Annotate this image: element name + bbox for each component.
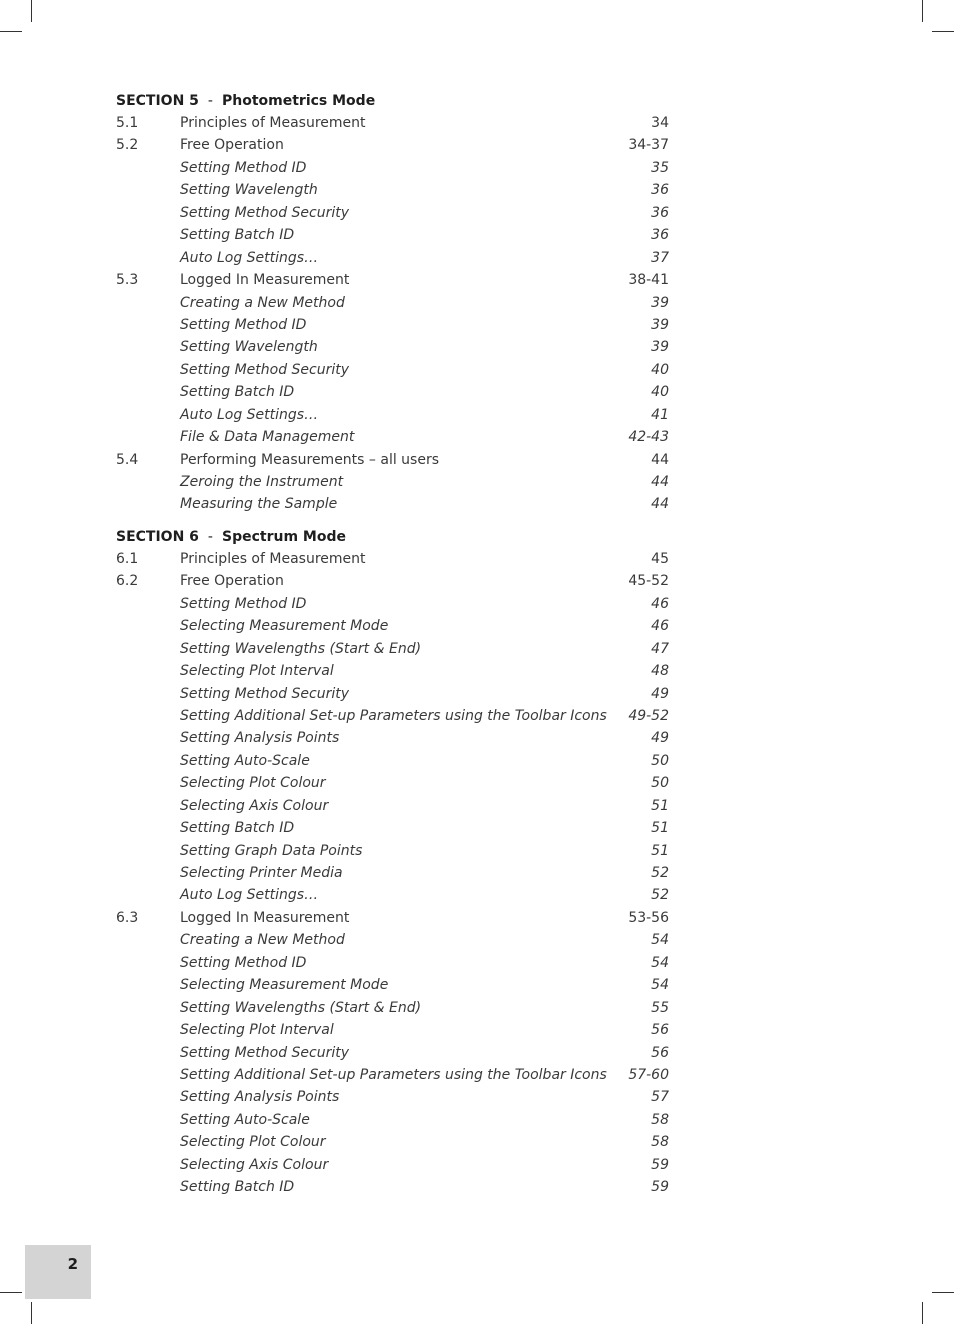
- entry-number: 6.2: [116, 573, 139, 590]
- toc-entry: [116, 112, 669, 134]
- entry-page: 40: [651, 361, 669, 378]
- entry-page: 39: [651, 294, 669, 311]
- entry-page: 44: [651, 451, 669, 468]
- entry-page: 49: [651, 685, 669, 702]
- entry-title: Selecting Plot Colour: [180, 1134, 326, 1151]
- entry-title: Setting Method ID: [180, 595, 307, 612]
- entry-title: Setting Method ID: [180, 954, 307, 971]
- entry-title: Setting Analysis Points: [180, 730, 340, 747]
- toc-entry: [116, 907, 669, 929]
- entry-title: Performing Measurements – all users: [180, 451, 439, 468]
- entry-page: 36: [651, 227, 669, 244]
- crop-mark-top-right-horizontal: [932, 31, 954, 32]
- entry-page: 57: [651, 1089, 669, 1106]
- toc-subentry: [116, 884, 669, 906]
- toc-subentry: [116, 292, 669, 314]
- entry-page: 59: [651, 1179, 669, 1196]
- section-separator: -: [207, 528, 213, 545]
- entry-page: 51: [651, 797, 669, 814]
- entry-title: Free Operation: [180, 573, 284, 590]
- entry-page: 59: [651, 1156, 669, 1173]
- entry-page: 35: [651, 159, 669, 176]
- section-label: SECTION 6: [116, 528, 199, 545]
- entry-title: Selecting Plot Colour: [180, 775, 326, 792]
- entry-page: 58: [651, 1134, 669, 1151]
- toc-subentry: [116, 1154, 669, 1176]
- toc-subentry: [116, 1042, 669, 1064]
- toc-subentry: [116, 772, 669, 794]
- entry-number: 5.1: [116, 115, 139, 131]
- entry-title: Selecting Axis Colour: [180, 1156, 329, 1173]
- toc-subentry: [116, 471, 669, 493]
- toc-subentry: [116, 247, 669, 269]
- toc-subentry: [116, 493, 669, 515]
- entry-page: 57-60: [628, 1066, 669, 1083]
- entry-title: Creating a New Method: [180, 932, 345, 949]
- toc-subentry: [116, 1176, 669, 1198]
- entry-title: Selecting Axis Colour: [180, 797, 329, 814]
- entry-number: 6.3: [116, 909, 139, 926]
- toc-entry: [116, 269, 669, 291]
- crop-mark-top-left-vertical: [31, 0, 32, 22]
- entry-title: Setting Analysis Points: [180, 1089, 340, 1106]
- entry-title: Setting Auto-Scale: [180, 752, 310, 769]
- entry-page: 50: [651, 752, 669, 769]
- entry-page: 45: [651, 550, 669, 567]
- toc-subentry: [116, 224, 669, 246]
- entry-page: 53-56: [628, 909, 669, 926]
- crop-mark-top-right-vertical: [922, 0, 923, 22]
- entry-title: Selecting Measurement Mode: [180, 977, 389, 994]
- toc-subentry: [116, 727, 669, 749]
- entry-title: Setting Wavelengths (Start & End): [180, 640, 422, 657]
- entry-page: 39: [651, 339, 669, 356]
- entry-page: 44: [651, 474, 669, 490]
- crop-mark-bottom-left-horizontal: [0, 1292, 22, 1293]
- entry-title: Setting Method ID: [180, 159, 307, 176]
- entry-page: 50: [651, 775, 669, 792]
- toc-subentry: [116, 314, 669, 336]
- entry-title: Creating a New Method: [180, 294, 345, 311]
- toc-subentry: [116, 862, 669, 884]
- toc-subentry: [116, 593, 669, 615]
- toc-subentry: [116, 381, 669, 403]
- entry-page: 54: [651, 954, 669, 971]
- toc-entry: [116, 548, 669, 570]
- entry-page: 38-41: [628, 272, 669, 289]
- entry-title: Zeroing the Instrument: [180, 474, 344, 490]
- toc-subentry: [116, 426, 669, 448]
- toc-subentry: [116, 974, 669, 996]
- toc-subentry: [116, 1131, 669, 1153]
- entry-title: Setting Method Security: [180, 361, 350, 378]
- toc-subentry: [116, 817, 669, 839]
- entry-page: 52: [651, 887, 669, 904]
- entry-title: Setting Graph Data Points: [180, 842, 363, 859]
- entry-title: Setting Batch ID: [180, 384, 295, 401]
- crop-mark-bottom-left-vertical: [31, 1302, 32, 1324]
- entry-title: File & Data Management: [180, 429, 355, 446]
- section-name: Photometrics Mode: [221, 93, 376, 109]
- entry-page: 36: [651, 182, 669, 199]
- entry-title: Measuring the Sample: [180, 496, 338, 513]
- entry-title: Setting Method Security: [180, 204, 350, 221]
- entry-title: Auto Log Settings…: [180, 406, 319, 423]
- page-number: 2: [67, 1255, 78, 1273]
- toc-subentry: [116, 359, 669, 381]
- entry-title: Setting Method Security: [180, 685, 350, 702]
- entry-title: Principles of Measurement: [180, 115, 366, 131]
- entry-title: Auto Log Settings…: [180, 887, 319, 904]
- toc-subentry: [116, 840, 669, 862]
- toc-subentry: [116, 750, 669, 772]
- entry-title: Setting Wavelengths (Start & End): [180, 999, 422, 1016]
- toc-subentry: [116, 705, 669, 727]
- entry-number: 5.3: [116, 272, 139, 289]
- entry-title: Logged In Measurement: [180, 272, 350, 289]
- entry-title: Setting Batch ID: [180, 1179, 295, 1196]
- toc-subentry: [116, 929, 669, 951]
- crop-mark-bottom-right-horizontal: [932, 1292, 954, 1293]
- entry-title: Selecting Plot Interval: [180, 663, 334, 680]
- entry-page: 34: [651, 115, 669, 131]
- toc-subentry: [116, 179, 669, 201]
- section-heading: [116, 90, 669, 112]
- entry-page: 51: [651, 842, 669, 859]
- toc-subentry: [116, 997, 669, 1019]
- entry-title: Setting Auto-Scale: [180, 1111, 310, 1128]
- table-of-contents: [116, 90, 669, 1199]
- entry-title: Setting Wavelength: [180, 182, 318, 199]
- entry-page: 41: [651, 406, 669, 423]
- toc-subentry: [116, 336, 669, 358]
- entry-page: 39: [651, 316, 669, 333]
- page-number-box: [25, 1245, 91, 1299]
- entry-title: Setting Batch ID: [180, 820, 295, 837]
- toc-subentry: [116, 202, 669, 224]
- entry-page: 51: [651, 820, 669, 837]
- section-heading: [116, 526, 669, 548]
- entry-page: 42-43: [628, 429, 669, 446]
- entry-title: Setting Method Security: [180, 1044, 350, 1061]
- entry-page: 54: [651, 932, 669, 949]
- entry-page: 37: [651, 249, 669, 266]
- entry-page: 36: [651, 204, 669, 221]
- entry-page: 56: [651, 1044, 669, 1061]
- toc-subentry: [116, 1019, 669, 1041]
- toc-entry: [116, 134, 669, 156]
- toc-subentry: [116, 952, 669, 974]
- entry-page: 55: [651, 999, 669, 1016]
- crop-mark-bottom-right-vertical: [922, 1302, 923, 1324]
- entry-title: Selecting Printer Media: [180, 865, 343, 881]
- entry-page: 45-52: [628, 573, 669, 590]
- entry-page: 49: [651, 730, 669, 747]
- entry-title: Setting Wavelength: [180, 339, 318, 356]
- entry-title: Logged In Measurement: [180, 909, 350, 926]
- toc-subentry: [116, 615, 669, 637]
- toc-subentry: [116, 683, 669, 705]
- toc-subentry: [116, 1086, 669, 1108]
- entry-title: Auto Log Settings…: [180, 249, 319, 266]
- toc-subentry: [116, 795, 669, 817]
- toc-subentry: [116, 157, 669, 179]
- entry-page: 52: [651, 865, 669, 881]
- toc-subentry: [116, 660, 669, 682]
- entry-title: Principles of Measurement: [180, 550, 366, 567]
- crop-mark-top-left-horizontal: [0, 31, 22, 32]
- entry-page: 44: [651, 496, 669, 513]
- toc-subentry: [116, 638, 669, 660]
- entry-page: 46: [651, 618, 669, 635]
- entry-title: Setting Additional Set-up Parameters using the Toolbar Icons: [180, 707, 607, 724]
- entry-title: Setting Method ID: [180, 316, 307, 333]
- toc-subentry: [116, 1064, 669, 1086]
- entry-number: 5.2: [116, 137, 139, 154]
- entry-title: Setting Additional Set-up Parameters using the Toolbar Icons: [180, 1066, 607, 1083]
- toc-subentry: [116, 404, 669, 426]
- toc-entry: [116, 570, 669, 592]
- entry-title: Setting Batch ID: [180, 227, 295, 244]
- entry-number: 5.4: [116, 451, 139, 468]
- entry-title: Selecting Measurement Mode: [180, 618, 389, 635]
- entry-title: Selecting Plot Interval: [180, 1022, 334, 1039]
- toc-subentry: [116, 1109, 669, 1131]
- section-name: Spectrum Mode: [221, 528, 346, 545]
- entry-page: 58: [651, 1111, 669, 1128]
- toc-entry: [116, 449, 669, 471]
- entry-page: 47: [651, 640, 669, 657]
- entry-page: 54: [651, 977, 669, 994]
- entry-page: 49-52: [628, 707, 669, 724]
- entry-page: 48: [651, 663, 669, 680]
- section-label: SECTION 5: [116, 93, 199, 109]
- entry-page: 34-37: [628, 137, 669, 154]
- entry-page: 46: [651, 595, 669, 612]
- entry-title: Free Operation: [180, 137, 284, 154]
- section-separator: -: [207, 93, 213, 109]
- entry-page: 40: [651, 384, 669, 401]
- entry-page: 56: [651, 1022, 669, 1039]
- entry-number: 6.1: [116, 550, 139, 567]
